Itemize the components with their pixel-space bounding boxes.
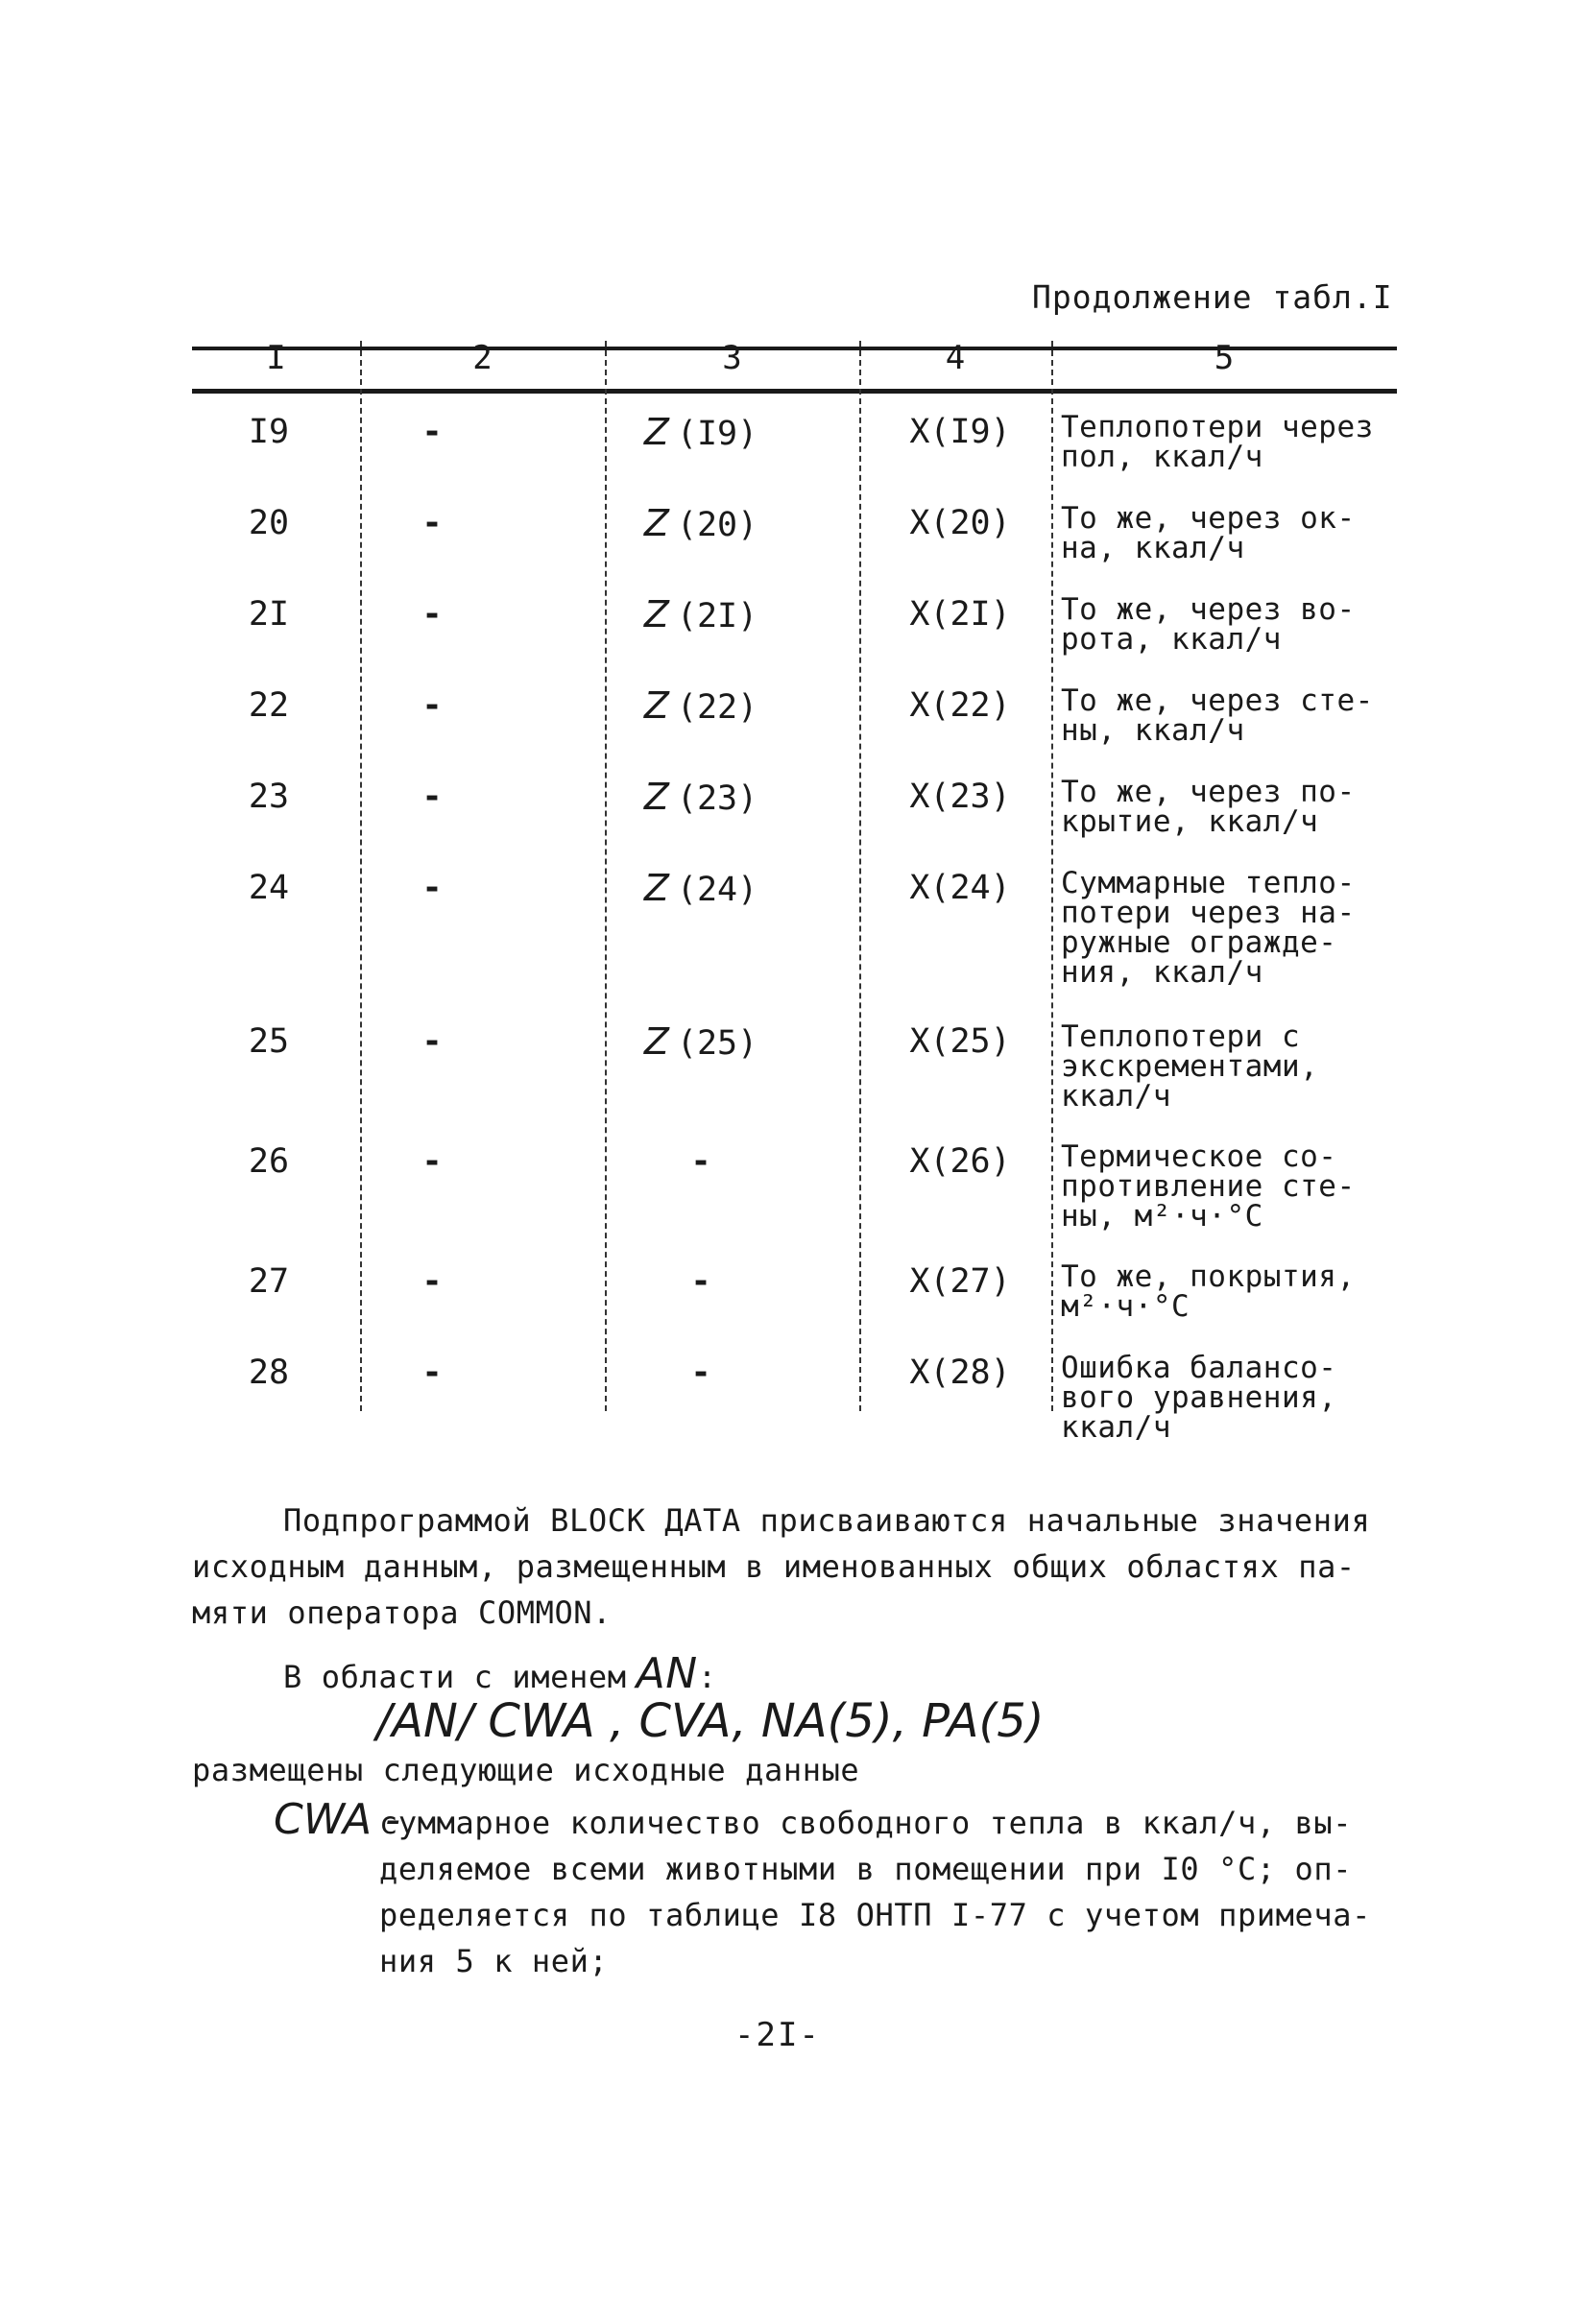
paragraph-area-name: [283, 1651, 717, 1700]
col2-value: -: [421, 1022, 443, 1061]
description-line: Теплопотери с: [1061, 1019, 1301, 1054]
col4-value: X(28): [909, 1354, 1011, 1392]
description-line: ккал/ч: [1061, 1410, 1171, 1445]
col5-description: [1061, 592, 1397, 657]
page-number: -2I-: [734, 2016, 821, 2054]
area-intro-text: В области с именем: [283, 1659, 627, 1695]
description-line: Суммарные тепло-: [1061, 866, 1356, 900]
description-line: м²·ч·°С: [1061, 1289, 1190, 1324]
text-line: суммарное количество свободного тепла в ккал/ч, вы-: [379, 1805, 1353, 1841]
col5-description: [1061, 866, 1397, 990]
col3-text: (25): [676, 1024, 758, 1063]
description-line: крытие, ккал/ч: [1061, 804, 1319, 839]
area-name: AN: [636, 1649, 698, 1698]
paragraph-cwa-definition: [379, 1800, 1397, 1984]
z-symbol: Z: [643, 593, 669, 635]
col2-value: -: [421, 504, 443, 542]
col3-text: (20): [676, 506, 758, 544]
description-line: ккал/ч: [1061, 1079, 1171, 1114]
col2-value: -: [421, 1142, 443, 1181]
col3-text: -: [690, 1354, 711, 1392]
z-symbol: Z: [643, 1020, 669, 1063]
col2-value: -: [421, 1354, 443, 1392]
col3-value: [605, 413, 797, 453]
col5-description: [1061, 1351, 1397, 1445]
z-symbol: Z: [643, 867, 669, 909]
paragraph-block-data: [192, 1497, 1373, 1636]
column-divider: [859, 341, 861, 1411]
col5-description: [1061, 1019, 1397, 1114]
col3-value: [605, 686, 797, 727]
col2-value: -: [421, 1262, 443, 1301]
description-line: потери через на-: [1061, 896, 1356, 930]
row-number: 2I: [248, 595, 290, 634]
description-line: ны, ккал/ч: [1061, 713, 1245, 748]
col4-value: X(26): [909, 1142, 1011, 1181]
area-colon: :: [697, 1659, 717, 1695]
col3-text: (I9): [676, 415, 758, 453]
col3-value: [605, 778, 797, 818]
col3-text: (23): [676, 779, 758, 818]
z-symbol: Z: [643, 411, 669, 453]
col4-value: X(I9): [909, 413, 1011, 451]
col3-text: -: [690, 1262, 711, 1301]
description-line: То же, через ок-: [1061, 501, 1356, 536]
description-line: ны, м²·ч·°С: [1061, 1199, 1263, 1234]
col2-value: -: [421, 595, 443, 634]
row-number: 24: [248, 869, 290, 907]
header-col-2: 2: [472, 339, 493, 377]
col2-value: -: [421, 686, 443, 725]
description-line: То же, через по-: [1061, 775, 1356, 809]
description-line: Ошибка балансо-: [1061, 1351, 1337, 1385]
col4-value: X(24): [909, 869, 1011, 907]
row-number: 25: [248, 1022, 290, 1061]
description-line: То же, покрытия,: [1061, 1259, 1356, 1294]
common-formula: /AN/ CWA , CVA, NA(5), PA(5): [376, 1694, 1045, 1748]
table-header-rule: [192, 389, 1397, 394]
col3-value: [605, 1262, 797, 1301]
z-symbol: Z: [643, 502, 669, 544]
col3-value: [605, 595, 797, 635]
text-line: исходным данным, размещенным в именованных общих областях па-: [192, 1548, 1356, 1585]
col3-value: [605, 869, 797, 909]
description-line: Термическое со-: [1061, 1139, 1337, 1174]
description-line: вого уравнения,: [1061, 1380, 1337, 1415]
col5-description: [1061, 501, 1397, 565]
header-col-5: 5: [1214, 339, 1235, 377]
col3-text: -: [690, 1142, 711, 1181]
col3-text: (24): [676, 871, 758, 909]
col4-value: X(2I): [909, 595, 1011, 634]
text-line: Подпрограммой BLOCK ДАТА присваиваются начальные значения: [283, 1502, 1371, 1539]
description-line: ружные огражде-: [1061, 925, 1337, 960]
col3-value: [605, 504, 797, 544]
description-line: противление сте-: [1061, 1169, 1356, 1204]
row-number: 22: [248, 686, 290, 725]
col5-description: [1061, 410, 1397, 474]
col3-text: (2I): [676, 597, 758, 635]
text-line: ния 5 к ней;: [379, 1943, 609, 1979]
z-symbol: Z: [643, 684, 669, 727]
description-line: То же, через во-: [1061, 592, 1356, 627]
table-caption: Продолжение табл.I: [1032, 278, 1393, 316]
col4-value: X(22): [909, 686, 1011, 725]
col3-value: [605, 1354, 797, 1392]
row-number: 23: [248, 778, 290, 816]
row-number: 28: [248, 1354, 290, 1392]
col5-description: [1061, 775, 1397, 839]
col4-value: X(25): [909, 1022, 1011, 1061]
row-number: 20: [248, 504, 290, 542]
text-line: деляемое всеми животными в помещении при I0 °С; оп-: [379, 1851, 1353, 1887]
z-symbol: Z: [643, 776, 669, 818]
description-line: на, ккал/ч: [1061, 531, 1245, 565]
col5-description: [1061, 1259, 1397, 1324]
col3-text: (22): [676, 688, 758, 727]
description-line: Теплопотери через: [1061, 410, 1374, 444]
header-col-3: 3: [722, 339, 742, 377]
col3-value: [605, 1142, 797, 1181]
description-line: То же, через сте-: [1061, 683, 1374, 718]
col5-description: [1061, 683, 1397, 748]
description-line: рота, ккал/ч: [1061, 622, 1282, 657]
col4-value: X(23): [909, 778, 1011, 816]
cwa-label: CWA -: [274, 1795, 400, 1844]
col4-value: X(27): [909, 1262, 1011, 1301]
header-col-4: 4: [945, 339, 966, 377]
data-table: [192, 339, 1397, 1445]
row-number: 27: [248, 1262, 290, 1301]
row-number: I9: [248, 413, 290, 451]
text-line: мяти оператора COMMON.: [192, 1594, 613, 1631]
text-line: ределяется по таблице I8 ОНТП I-77 с учетом примеча-: [379, 1897, 1372, 1933]
col2-value: -: [421, 413, 443, 451]
row-number: 26: [248, 1142, 290, 1181]
col5-description: [1061, 1139, 1397, 1234]
paragraph-data-list-intro: размещены следующие исходные данные: [192, 1752, 860, 1788]
description-line: пол, ккал/ч: [1061, 440, 1263, 474]
description-line: ния, ккал/ч: [1061, 955, 1263, 990]
col3-value: [605, 1022, 797, 1063]
col2-value: -: [421, 778, 443, 816]
col4-value: X(20): [909, 504, 1011, 542]
description-line: экскрементами,: [1061, 1049, 1319, 1084]
header-col-1: I: [266, 339, 286, 377]
col2-value: -: [421, 869, 443, 907]
